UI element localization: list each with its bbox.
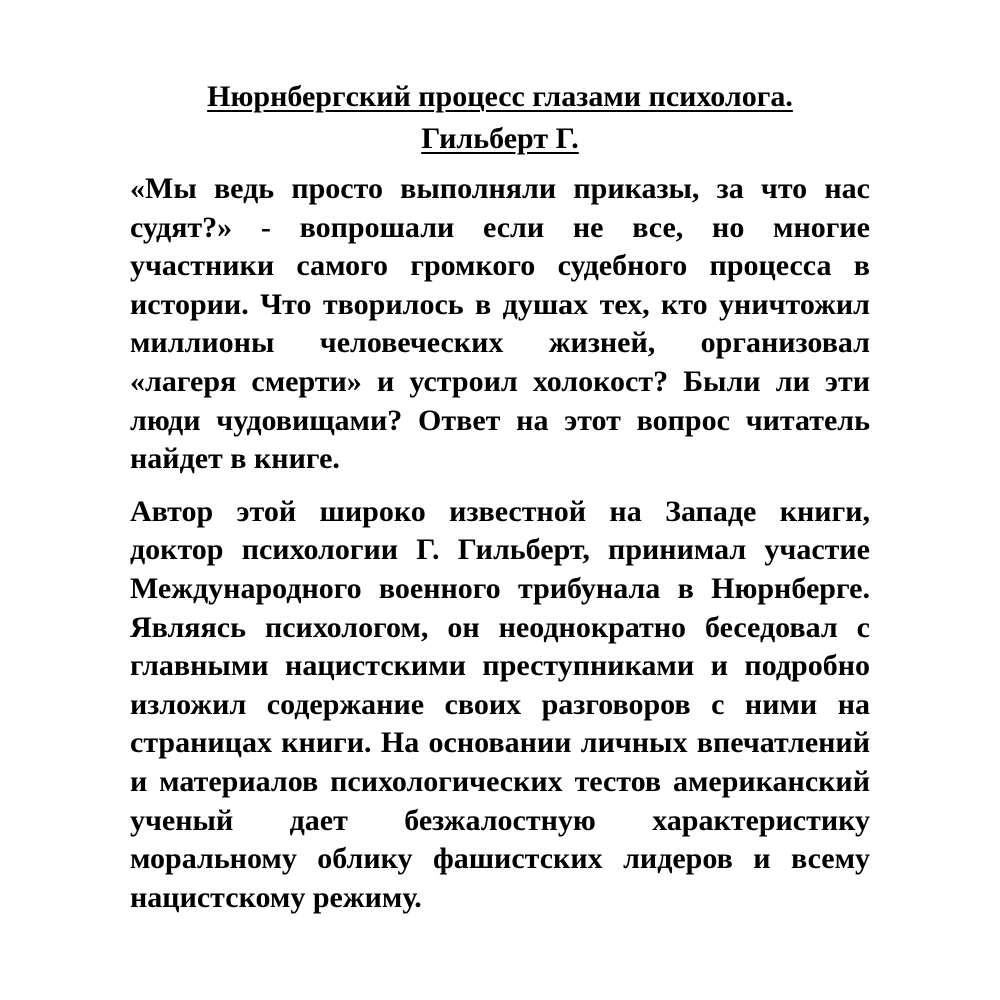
- paragraph-1: «Мы ведь просто выполняли приказы, за что нас судят?» - вопрошали если не все, но многие участники самого громкого судебного процесса в истории. Что творилось в душах тех, кто уничтожил миллионы человеческих жизней, организовал «лагеря смерти» и устроил холокост? Были ли эти люди чудовищами? Ответ на этот вопрос читатель найдет в книге.: [130, 172, 870, 476]
- title-line-2: Гильберт Г.: [421, 122, 579, 155]
- document-title: [130, 76, 870, 160]
- document-page: [130, 76, 870, 931]
- paragraph-2: Автор этой широко известной на Западе книги, доктор психологии Г. Гильберт, принимал участие Международного военного трибунала в Нюрнберге. Являясь психологом, он неоднократно беседовал с главными нацистскими преступниками и подробно изложил содержание своих разговоров с ними на страницах книги. На основании личных впечатлений и материалов психологических тестов американский ученый дает безжалостную характеристику моральному облику фашистских лидеров и всему нацистскому режиму.: [130, 494, 870, 914]
- title-line-1: Нюрнбергский процесс глазами психолога.: [207, 80, 793, 113]
